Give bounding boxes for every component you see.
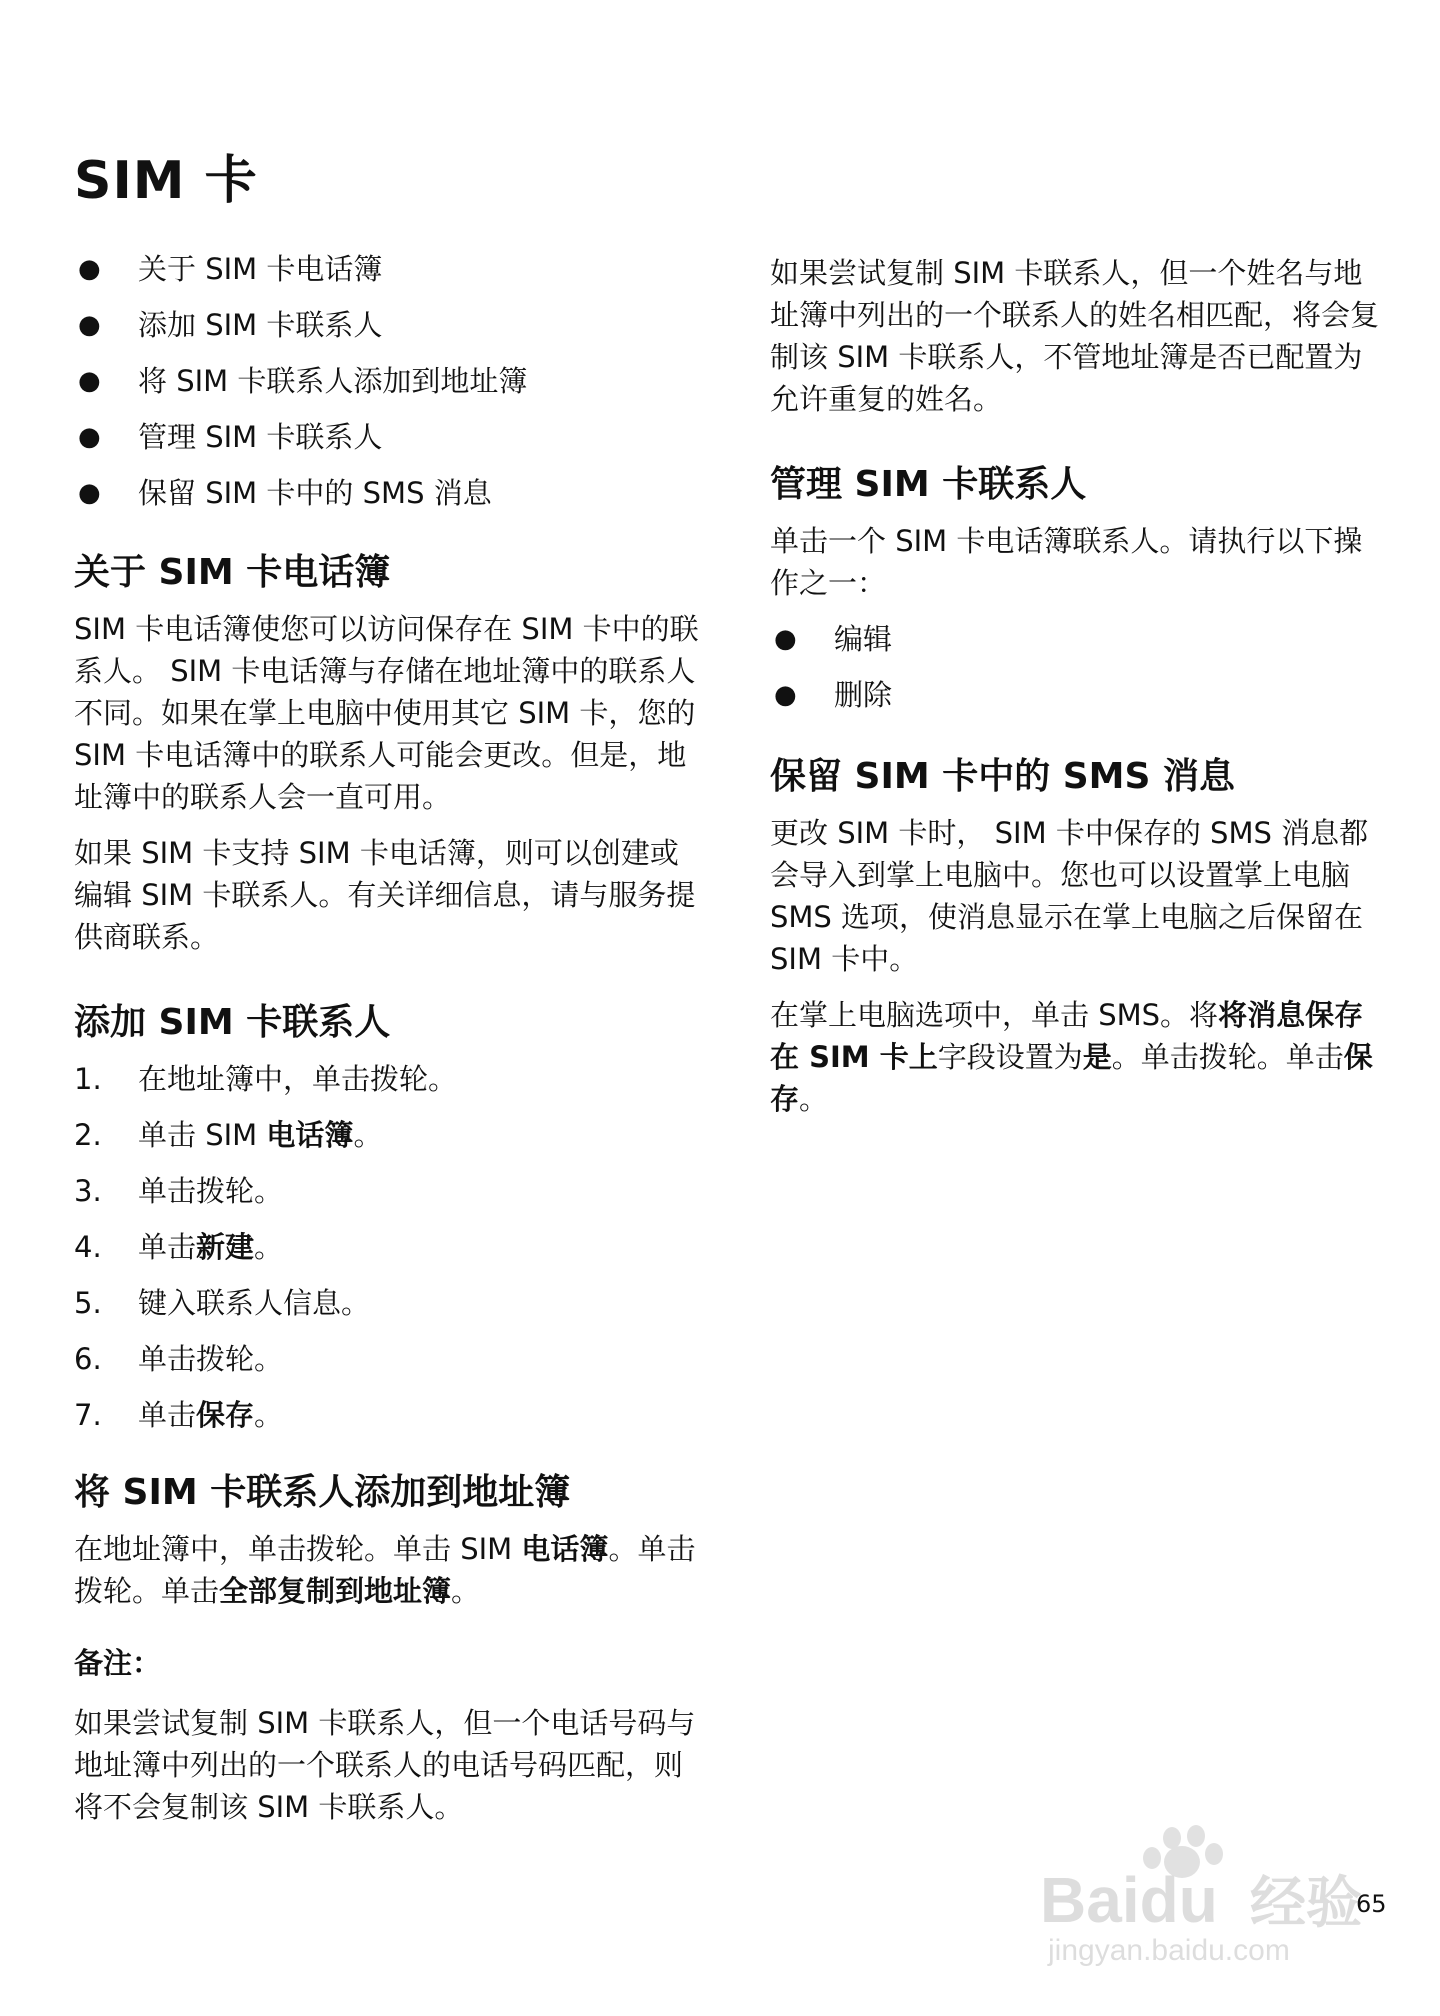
step-item xyxy=(74,1058,699,1100)
step-text: 。 xyxy=(254,1398,284,1432)
about-paragraph-1: SIM 卡电话簿使您可以访问保存在 SIM 卡中的联系人。 SIM 卡电话簿与存储在地址簿中的联系人不同。如果在掌上电脑中使用其它 SIM 卡，您的 SIM 卡电话簿中的联系人可能会更改。但是，地址簿中的联系人会一直可用。 xyxy=(74,612,699,814)
step-text: 。 xyxy=(254,1230,284,1264)
left-column xyxy=(74,248,699,1828)
addbook-text: 在地址簿中，单击拨轮。单击 SIM xyxy=(74,1532,522,1566)
step-text: 单击 SIM xyxy=(138,1118,267,1152)
step-text: 键入联系人信息。 xyxy=(138,1286,371,1320)
step-number: 3. xyxy=(74,1174,102,1208)
toc-item xyxy=(74,416,699,458)
toc-item-label: 管理 SIM 卡联系人 xyxy=(138,420,383,454)
step-number: 6. xyxy=(74,1342,102,1376)
manage-option-label: 编辑 xyxy=(834,622,893,656)
addbook-bold-text: 全部复制到地址簿 xyxy=(219,1574,452,1608)
step-number: 5. xyxy=(74,1286,102,1320)
manage-option xyxy=(770,618,1390,660)
add-steps-list xyxy=(74,1058,699,1436)
toc-item xyxy=(74,304,699,346)
manage-option xyxy=(770,674,1390,716)
watermark-brand: Baidu xyxy=(1040,1864,1218,1936)
step-text: 单击拨轮。 xyxy=(138,1174,284,1208)
toc-item-label: 将 SIM 卡联系人添加到地址簿 xyxy=(138,364,528,398)
addbook-bold-text: 电话簿 xyxy=(521,1532,609,1566)
sms-text: 。单击拨轮。单击 xyxy=(1111,1040,1344,1074)
note-paragraph-1: 如果尝试复制 SIM 卡联系人，但一个电话号码与地址簿中列出的一个联系人的电话号码匹配，则将不会复制该 SIM 卡联系人。 xyxy=(74,1706,696,1824)
bullet-icon: ● xyxy=(78,478,101,508)
step-number: 4. xyxy=(74,1230,102,1264)
bullet-icon: ● xyxy=(78,310,101,340)
step-item xyxy=(74,1338,699,1380)
manage-option-label: 删除 xyxy=(834,678,893,712)
step-item xyxy=(74,1114,699,1156)
toc-item-label: 添加 SIM 卡联系人 xyxy=(138,308,383,342)
step-item xyxy=(74,1226,699,1268)
sms-paragraph-2 xyxy=(770,994,1390,1120)
note-label: 备注： xyxy=(74,1646,162,1680)
manage-intro: 单击一个 SIM 卡电话簿联系人。请执行以下操作之一： xyxy=(770,524,1363,600)
toc-item xyxy=(74,248,699,290)
bullet-icon: ● xyxy=(78,366,101,396)
bullet-icon: ● xyxy=(78,254,101,284)
step-text: 单击 xyxy=(138,1230,197,1264)
about-paragraph-2: 如果 SIM 卡支持 SIM 卡电话簿，则可以创建或编辑 SIM 卡联系人。有关详细信息，请与服务提供商联系。 xyxy=(74,836,696,954)
paw-icon xyxy=(1143,1825,1223,1878)
step-text: 。 xyxy=(353,1118,383,1152)
section-heading-addbook: 将 SIM 卡联系人添加到地址簿 xyxy=(74,1472,571,1513)
step-text: 单击拨轮。 xyxy=(138,1342,284,1376)
step-text: 在地址簿中，单击拨轮。 xyxy=(138,1062,458,1096)
addbook-text: 。单击拨轮。单击 xyxy=(74,1532,696,1608)
step-number: 1. xyxy=(74,1062,102,1096)
bullet-icon: ● xyxy=(774,680,797,710)
step-bold-text: 保存 xyxy=(196,1398,255,1432)
sms-text: 。 xyxy=(799,1082,829,1116)
manage-options-list xyxy=(770,618,1390,716)
step-number: 7. xyxy=(74,1398,102,1432)
watermark-url: jingyan.baidu.com xyxy=(1048,1934,1290,1967)
step-item xyxy=(74,1282,699,1324)
step-number: 2. xyxy=(74,1118,102,1152)
sms-paragraph-1: 更改 SIM 卡时， SIM 卡中保存的 SMS 消息都会导入到掌上电脑中。您也可以设置掌上电脑 SMS 选项，使消息显示在掌上电脑之后保留在 SIM 卡中。 xyxy=(770,816,1369,976)
bullet-icon: ● xyxy=(78,422,101,452)
step-bold-text: 电话簿 xyxy=(266,1118,354,1152)
page-number: 65 xyxy=(1356,1890,1387,1918)
right-column xyxy=(770,252,1390,1120)
toc-list xyxy=(74,248,699,514)
section-heading-add: 添加 SIM 卡联系人 xyxy=(74,1002,391,1043)
step-text: 单击 xyxy=(138,1398,197,1432)
watermark-brand-cn: 经验 xyxy=(1250,1871,1362,1936)
toc-item xyxy=(74,360,699,402)
watermark-logo xyxy=(1040,1810,1400,1970)
sms-bold-text: 是 xyxy=(1082,1040,1112,1074)
toc-item-label: 保留 SIM 卡中的 SMS 消息 xyxy=(138,476,492,510)
section-heading-sms: 保留 SIM 卡中的 SMS 消息 xyxy=(770,756,1235,797)
step-item xyxy=(74,1170,699,1212)
sms-text: 字段设置为 xyxy=(937,1040,1083,1074)
sms-bold-text: 将消息保存在 SIM 卡上 xyxy=(770,998,1364,1074)
note-paragraph-2: 如果尝试复制 SIM 卡联系人，但一个姓名与地址簿中列出的一个联系人的姓名相匹配，将会复制该 SIM 卡联系人，不管地址簿是否已配置为允许重复的姓名。 xyxy=(770,256,1380,416)
addbook-text: 。 xyxy=(451,1574,481,1608)
section-heading-manage: 管理 SIM 卡联系人 xyxy=(770,464,1087,505)
step-bold-text: 新建 xyxy=(196,1230,255,1264)
toc-item-label: 关于 SIM 卡电话簿 xyxy=(138,252,383,286)
addbook-paragraph xyxy=(74,1528,699,1612)
step-item xyxy=(74,1394,699,1436)
page-title: SIM 卡 xyxy=(74,151,258,211)
sms-bold-text: 保存 xyxy=(770,1040,1373,1116)
section-heading-about: 关于 SIM 卡电话簿 xyxy=(74,552,391,593)
toc-item xyxy=(74,472,699,514)
bullet-icon: ● xyxy=(774,624,797,654)
sms-text: 在掌上电脑选项中，单击 SMS。将 xyxy=(770,998,1219,1032)
